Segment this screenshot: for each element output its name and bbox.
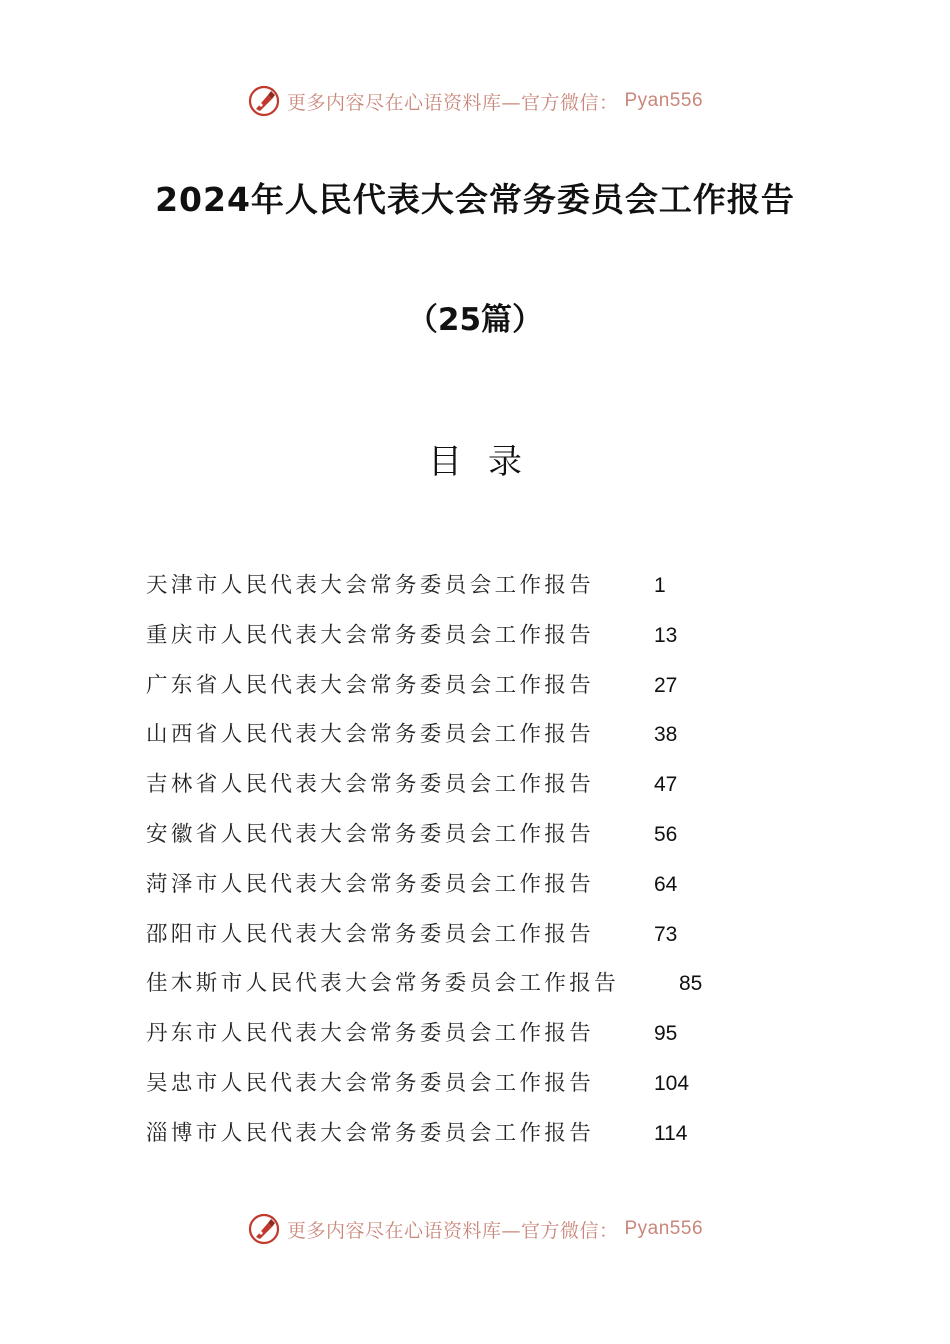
toc-item-page: 104 bbox=[654, 1071, 690, 1095]
document-title: 2024年人民代表大会常务委员会工作报告 bbox=[155, 180, 795, 219]
toc-item-title: 天津市人民代表大会常务委员会工作报告 bbox=[146, 573, 595, 598]
toc-item-title: 重庆市人民代表大会常务委员会工作报告 bbox=[146, 622, 595, 648]
toc-item-page: 13 bbox=[654, 623, 678, 647]
toc-item-title: 淄博市人民代表大会常务委员会工作报告 bbox=[146, 1120, 595, 1146]
toc-item[interactable] bbox=[146, 666, 678, 716]
toc-list bbox=[146, 566, 703, 1164]
toc-item[interactable] bbox=[146, 566, 666, 616]
toc-item-page: 38 bbox=[654, 723, 678, 747]
toc-item-page: 27 bbox=[654, 673, 678, 697]
toc-item-title: 邵阳市人民代表大会常务委员会工作报告 bbox=[146, 921, 595, 947]
toc-item[interactable] bbox=[146, 1014, 678, 1064]
toc-item[interactable] bbox=[146, 865, 678, 915]
footer-watermark bbox=[0, 1212, 950, 1246]
toc-item[interactable] bbox=[146, 1114, 688, 1164]
toc-item-page: 64 bbox=[654, 872, 678, 896]
toc-item-page: 56 bbox=[654, 822, 678, 846]
toc-item[interactable] bbox=[146, 815, 678, 865]
toc-heading: 目录 bbox=[428, 442, 548, 482]
watermark-text: 更多内容尽在心语资料库—官方微信： bbox=[286, 91, 619, 114]
toc-item-title: 山西省人民代表大会常务委员会工作报告 bbox=[146, 722, 595, 748]
watermark-handle: Pyan556 bbox=[624, 90, 704, 111]
pen-nib-logo-icon bbox=[247, 84, 281, 118]
toc-item-page: 85 bbox=[679, 972, 703, 996]
toc-item-title: 佳木斯市人民代表大会常务委员会工作报告 bbox=[146, 971, 620, 997]
toc-item[interactable] bbox=[146, 964, 703, 1014]
toc-item-page: 73 bbox=[654, 922, 678, 946]
toc-item-title: 吉林省人民代表大会常务委员会工作报告 bbox=[146, 772, 595, 798]
toc-item-page: 114 bbox=[654, 1121, 688, 1145]
toc-item-page: 1 bbox=[654, 574, 666, 597]
toc-item-page: 47 bbox=[654, 773, 678, 797]
toc-item-title: 菏泽市人民代表大会常务委员会工作报告 bbox=[146, 871, 595, 897]
toc-item-page: 95 bbox=[654, 1022, 678, 1046]
toc-item[interactable] bbox=[146, 616, 678, 666]
toc-item-title: 广东省人民代表大会常务委员会工作报告 bbox=[146, 672, 595, 698]
toc-item[interactable] bbox=[146, 1064, 690, 1114]
toc-item-title: 丹东市人民代表大会常务委员会工作报告 bbox=[146, 1021, 595, 1047]
toc-item-title: 吴忠市人民代表大会常务委员会工作报告 bbox=[146, 1070, 595, 1096]
watermark-text: 更多内容尽在心语资料库—官方微信： bbox=[286, 1219, 619, 1242]
watermark-handle: Pyan556 bbox=[624, 1218, 704, 1239]
pen-nib-logo-icon bbox=[247, 1212, 281, 1246]
document-subtitle: （25篇） bbox=[406, 302, 544, 338]
toc-item[interactable] bbox=[146, 765, 678, 815]
toc-item[interactable] bbox=[146, 715, 678, 765]
toc-item-title: 安徽省人民代表大会常务委员会工作报告 bbox=[146, 821, 595, 847]
header-watermark bbox=[0, 84, 950, 118]
toc-item[interactable] bbox=[146, 915, 678, 965]
